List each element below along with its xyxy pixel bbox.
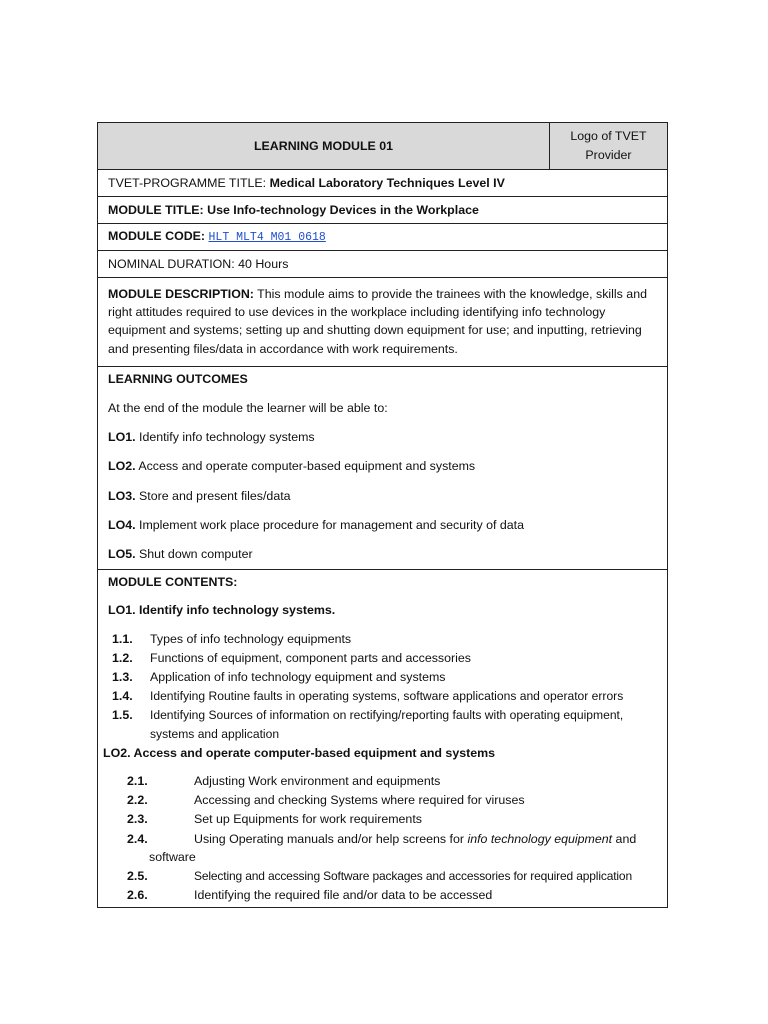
module-page xyxy=(97,122,668,908)
list-item: 1.1. Types of info technology equipments xyxy=(112,631,352,646)
header-row xyxy=(98,123,668,170)
outcome-item: LO1. Identify info technology systems xyxy=(108,430,315,445)
duration-row xyxy=(98,251,668,278)
module-code-label: MODULE CODE: xyxy=(108,228,206,243)
list-item: 2.1. Adjusting Work environment and equipments xyxy=(127,774,441,789)
lo2-content-list xyxy=(108,772,657,904)
description-text: This module aims to provide the trainees with the knowledge, skills and right attitudes required to use devices in the workplace including identifying info technology equipment and systems; setting up and shutting down equipment for use; and inputting, retrieving and presenting files/data in accordance with work requirements. xyxy=(108,287,647,356)
lo1-content-list xyxy=(112,630,657,743)
outcomes-intro: At the end of the module the learner will be able to: xyxy=(108,401,388,416)
list-item: 2.2. Accessing and checking Systems where required for viruses xyxy=(127,793,525,808)
list-item: 1.2. Functions of equipment, component parts and accessories xyxy=(112,650,471,665)
outcome-item: LO2. Access and operate computer-based equipment and systems xyxy=(108,459,476,474)
module-title-row xyxy=(98,197,668,224)
list-item: 2.4. Using Operating manuals and/or help screens for info technology equipment and software xyxy=(127,831,637,864)
outcome-item: LO3. Store and present files/data xyxy=(108,488,291,503)
programme-value: Medical Laboratory Techniques Level IV xyxy=(269,175,505,190)
list-item: 2.5. Selecting and accessing Software packages and accessories for required application xyxy=(127,869,632,884)
programme-label: TVET-PROGRAMME TITLE: xyxy=(108,175,267,190)
list-item: 2.6. Identifying the required file and/or data to be accessed xyxy=(127,888,493,903)
list-item: 2.3. Set up Equipments for work requirements xyxy=(127,812,422,827)
description-label: MODULE DESCRIPTION: xyxy=(108,287,254,301)
outcomes-heading: LEARNING OUTCOMES xyxy=(108,371,248,386)
module-title-label: MODULE TITLE: xyxy=(108,202,204,217)
learning-module-table xyxy=(97,122,668,908)
programme-row xyxy=(98,170,668,197)
outcomes-row xyxy=(98,366,668,569)
contents-lo1-heading: LO1. Identify info technology systems. xyxy=(108,603,336,618)
description-row xyxy=(98,278,668,367)
outcome-item: LO4. Implement work place procedure for management and security of data xyxy=(108,517,524,532)
contents-heading: MODULE CONTENTS: xyxy=(108,575,238,590)
logo-placeholder xyxy=(550,123,668,170)
list-item: 1.4. Identifying Routine faults in operating systems, software applications and operator errors xyxy=(112,689,624,704)
contents-row xyxy=(98,570,668,908)
list-item: 1.5. Identifying Sources of information on rectifying/reporting faults with operating equipment, systems and application xyxy=(112,708,624,741)
list-item: 1.3. Application of info technology equipment and systems xyxy=(112,670,446,685)
duration-label: NOMINAL DURATION: xyxy=(108,256,235,271)
contents-lo2-heading: LO2. Access and operate computer-based equipment and systems xyxy=(103,745,496,760)
outcome-item: LO5. Shut down computer xyxy=(108,547,253,562)
module-code-link[interactable]: HLT MLT4 M01 0618 xyxy=(208,230,326,244)
module-code-row xyxy=(98,224,668,251)
logo-line-2: Provider xyxy=(585,148,632,162)
logo-line-1: Logo of TVET xyxy=(570,129,647,143)
module-title-value: Use Info-technology Devices in the Workplace xyxy=(207,202,479,217)
module-heading: LEARNING MODULE 01 xyxy=(98,123,550,170)
duration-value: 40 Hours xyxy=(238,256,289,271)
